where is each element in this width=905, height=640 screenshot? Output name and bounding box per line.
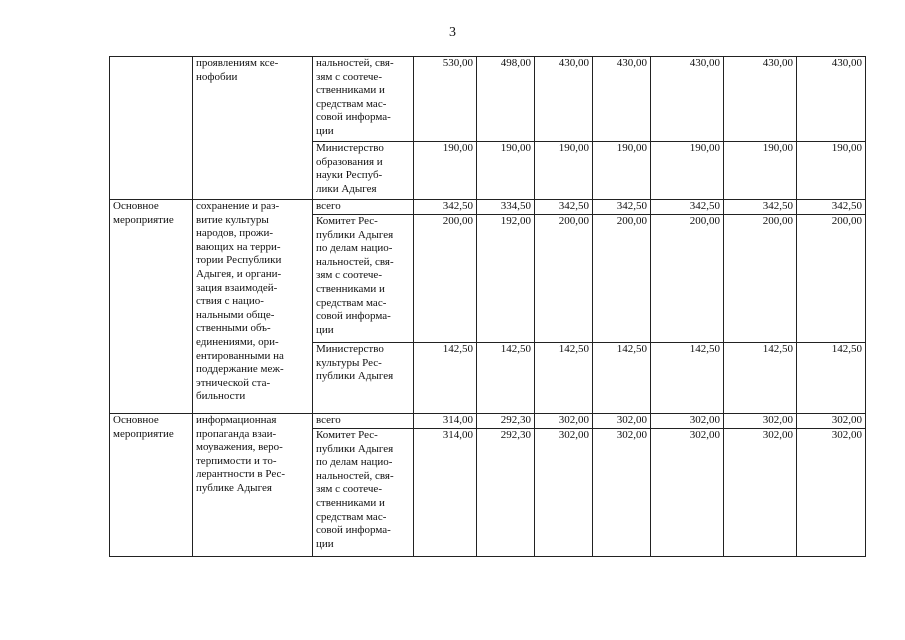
total-label-cell: всего (313, 200, 414, 215)
value-cell: 302,00 (724, 429, 797, 557)
value-cell: 200,00 (724, 215, 797, 343)
value-cell: 142,50 (414, 343, 477, 414)
value-cell: 430,00 (797, 57, 866, 142)
value-cell: 190,00 (651, 142, 724, 200)
value-cell: 190,00 (414, 142, 477, 200)
total-value-cell: 342,50 (414, 200, 477, 215)
value-cell: 314,00 (414, 429, 477, 557)
value-cell: 190,00 (593, 142, 651, 200)
value-cell: 190,00 (797, 142, 866, 200)
total-value-cell: 302,00 (797, 414, 866, 429)
value-cell: 200,00 (414, 215, 477, 343)
value-cell: 142,50 (724, 343, 797, 414)
value-cell: 142,50 (651, 343, 724, 414)
total-value-cell: 342,50 (593, 200, 651, 215)
value-cell: 142,50 (535, 343, 593, 414)
executor-cell: Комитет Рес- публики Адыгея по делам нацио- нальностей, свя- зям с соотече- ственниками и средствам мас- совой информа- ции (313, 215, 414, 343)
total-value-cell: 342,50 (724, 200, 797, 215)
value-cell: 498,00 (477, 57, 535, 142)
table-row (110, 414, 866, 429)
value-cell: 302,00 (651, 429, 724, 557)
value-cell: 430,00 (651, 57, 724, 142)
measure-type-cell (110, 57, 193, 200)
budget-table (109, 56, 866, 557)
value-cell: 530,00 (414, 57, 477, 142)
page-number: 3 (449, 25, 456, 40)
executor-cell: Комитет Рес- публики Адыгея по делам нацио- нальностей, свя- зям с соотече- ственниками и средствам мас- совой информа- ции (313, 429, 414, 557)
measure-description-cell: информационная пропаганда взаи- моуважения, веро- терпимости и то- лерантности в Рес- публике Адыгея (193, 414, 313, 557)
measure-description-cell: проявлениям ксе- нофобии (193, 57, 313, 200)
measure-type-cell: Основное мероприятие (110, 414, 193, 557)
value-cell: 190,00 (724, 142, 797, 200)
total-value-cell: 302,00 (651, 414, 724, 429)
value-cell: 292,30 (477, 429, 535, 557)
value-cell: 142,50 (593, 343, 651, 414)
total-label-cell: всего (313, 414, 414, 429)
value-cell: 200,00 (593, 215, 651, 343)
value-cell: 302,00 (593, 429, 651, 557)
total-value-cell: 342,50 (535, 200, 593, 215)
value-cell: 200,00 (651, 215, 724, 343)
total-value-cell: 342,50 (797, 200, 866, 215)
executor-cell: Министерство культуры Рес- публики Адыгея (313, 343, 414, 414)
value-cell: 190,00 (477, 142, 535, 200)
table-row (110, 200, 866, 215)
value-cell: 430,00 (535, 57, 593, 142)
executor-cell: нальностей, свя- зям с соотече- ственниками и средствам мас- совой информа- ции (313, 57, 414, 142)
value-cell: 430,00 (724, 57, 797, 142)
value-cell: 142,50 (797, 343, 866, 414)
value-cell: 200,00 (535, 215, 593, 343)
executor-cell: Министерство образования и науки Респуб- лики Адыгея (313, 142, 414, 200)
total-value-cell: 302,00 (593, 414, 651, 429)
value-cell: 302,00 (797, 429, 866, 557)
total-value-cell: 302,00 (535, 414, 593, 429)
value-cell: 200,00 (797, 215, 866, 343)
total-value-cell: 302,00 (724, 414, 797, 429)
total-value-cell: 342,50 (651, 200, 724, 215)
measure-type-cell: Основное мероприятие (110, 200, 193, 414)
total-value-cell: 314,00 (414, 414, 477, 429)
value-cell: 430,00 (593, 57, 651, 142)
value-cell: 142,50 (477, 343, 535, 414)
measure-description-cell: сохранение и раз- витие культуры народов, прожи- вающих на терри- тории Республики Адыгея, и органи- зация взаимодей- ствия с нацио- нальными обще- ственными объ- единениями, ори- ентированными на поддержание меж- этнической ста- бильности (193, 200, 313, 414)
table-row (110, 57, 866, 142)
total-value-cell: 334,50 (477, 200, 535, 215)
value-cell: 190,00 (535, 142, 593, 200)
total-value-cell: 292,30 (477, 414, 535, 429)
value-cell: 192,00 (477, 215, 535, 343)
value-cell: 302,00 (535, 429, 593, 557)
